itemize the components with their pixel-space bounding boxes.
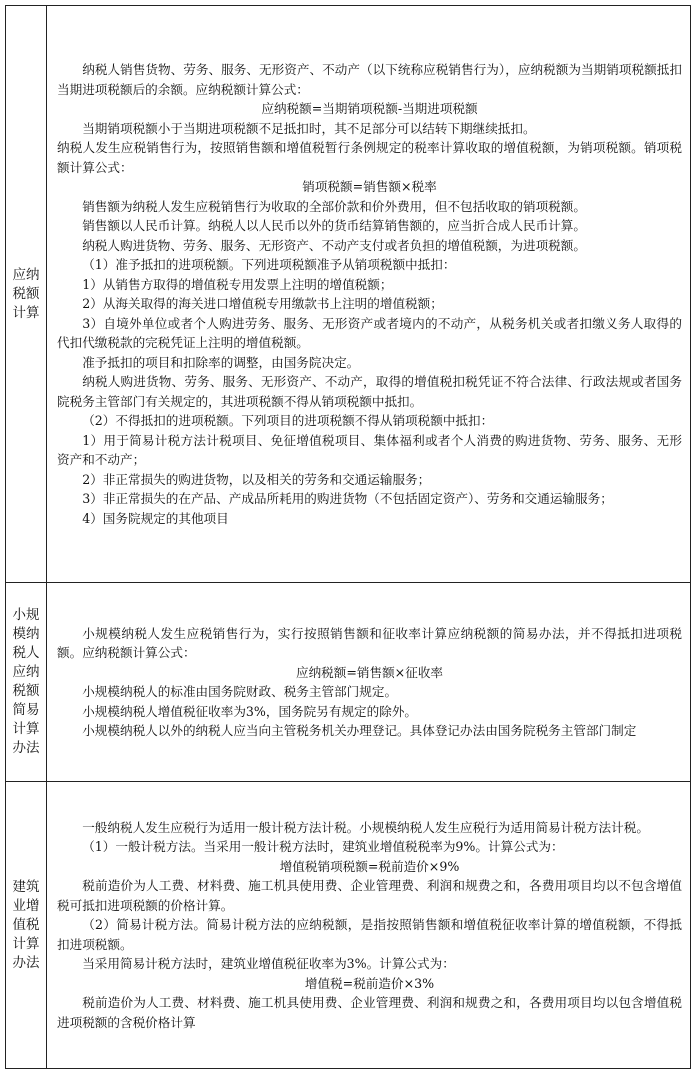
paragraph: （2）简易计税方法。简易计税方法的应纳税额，是指按照销售额和增值税征收率计算的增值税额，不得抵扣进项税额。 — [57, 917, 682, 952]
formula: 增值税销项税额=税前造价×9% — [279, 858, 460, 874]
paragraph: 2）从海关取得的海关进口增值税专用缴款书上注明的增值税额； — [82, 296, 443, 311]
paragraph: 纳税人购进货物、劳务、服务、无形资产、不动产，取得的增值税扣税凭证不符合法律、行政法规或者国务院税务主管部门有关规定的，其进项税额不得从销项税额中抵扣。 — [57, 374, 682, 409]
row-heading: 小规模纳税人应纳税额简易计算办法 — [12, 607, 40, 756]
formula: 增值税=税前造价×3% — [304, 975, 435, 991]
paragraph: 销售额以人民币计算。纳税人以人民币以外的货币结算销售额的，应当折合成人民币计算。 — [82, 218, 586, 233]
paragraph: 税前造价为人工费、材料费、施工机具使用费、企业管理费、利润和规费之和，各费用项目均以不包含增值税可抵扣进项税额的价格计算。 — [57, 878, 682, 913]
paragraph: 小规模纳税人以外的纳税人应当向主管税务机关办理登记。具体登记办法由国务院税务主管部门制定 — [82, 723, 637, 738]
paragraph: 小规模纳税人的标准由国务院财政、税务主管部门规定。 — [82, 684, 398, 699]
formula: 应纳税额=销售额×征收率 — [295, 664, 444, 680]
tax-rules-table — [5, 5, 691, 1069]
formula: 应纳税额=当期销项税额-当期进项税额 — [261, 101, 478, 116]
paragraph: 纳税人销售货物、劳务、服务、无形资产、不动产（以下统称应税销售行为），应纳税额为当期销项税额抵扣当期进项税额后的余额。应纳税额计算公式： — [57, 62, 682, 97]
formula: 销项税额=销售额×税率 — [302, 179, 437, 194]
paragraph: 3）自境外单位或者个人购进劳务、服务、无形资产或者境内的不动产，从税务机关或者扣缴义务人取得的代扣代缴税款的完税凭证上注明的增值税额。 — [57, 315, 682, 350]
row-content-cell — [47, 782, 691, 1069]
row-heading-cell — [6, 6, 47, 583]
row-heading-cell — [6, 782, 47, 1069]
paragraph: 4）国务院规定的其他项目 — [82, 510, 229, 526]
paragraph: 纳税人发生应税销售行为，按照销售额和增值税暂行条例规定的税率计算收取的增值税额，为销项税额。销项税额计算公式： — [57, 140, 682, 175]
paragraph: 一般纳税人发生应税行为适用一般计税方法计税。小规模纳税人发生应税行为适用简易计税方法计税。 — [82, 819, 649, 835]
row-heading-cell — [6, 583, 47, 782]
table-row — [6, 6, 691, 583]
paragraph: 3）非正常损失的在产品、产成品所耗用的购进货物（不包括固定资产）、劳务和交通运输服务； — [82, 491, 613, 506]
paragraph: 销售额为纳税人发生应税销售行为收取的全部价款和价外费用，但不包括收取的销项税额。 — [82, 198, 586, 214]
row-content-cell — [47, 583, 691, 782]
paragraph: 2）非正常损失的购进货物，以及相关的劳务和交通运输服务； — [82, 471, 431, 487]
paragraph: （1）准予抵扣的进项税额。下列进项税额准予从销项税额中抵扣： — [82, 257, 456, 272]
paragraph: 1）用于简易计税方法计税项目、免征增值税项目、集体福利或者个人消费的购进货物、劳务、服务、无形资产和不动产； — [57, 432, 682, 467]
row-heading: 应纳税额计算 — [12, 266, 40, 321]
paragraph: 准予抵扣的项目和扣除率的调整，由国务院决定。 — [82, 354, 360, 370]
paragraph: 当采用简易计税方法时，建筑业增值税征收率为3%。计算公式为： — [82, 956, 455, 972]
paragraph: 税前造价为人工费、材料费、施工机具使用费、企业管理费、利润和规费之和，各费用项目均以包含增值税进项税额的含税价格计算 — [57, 995, 682, 1030]
table-row — [6, 782, 691, 1069]
row-content-cell — [47, 6, 691, 583]
table-row — [6, 583, 691, 782]
paragraph: 当期销项税额小于当期进项税额不足抵扣时，其不足部分可以结转下期继续抵扣。 — [82, 120, 536, 136]
row-heading: 建筑业增值税计算办法 — [12, 878, 40, 971]
paragraph: 小规模纳税人发生应税销售行为，实行按照销售额和征收率计算应纳税额的简易办法，并不得抵扣进项税额。应纳税额计算公式： — [57, 625, 682, 660]
paragraph: 小规模纳税人增值税征收率为3%，国务院另有规定的除外。 — [82, 703, 418, 719]
paragraph: （1）一般计税方法。当采用一般计税方法时，建筑业增值税税率为9%。计算公式为： — [82, 839, 564, 855]
paragraph: （2）不得抵扣的进项税额。下列项目的进项税额不得从销项税额中抵扣： — [82, 413, 494, 428]
paragraph: 1）从销售方取得的增值税专用发票上注明的增值税额； — [82, 276, 393, 292]
paragraph: 纳税人购进货物、劳务、服务、无形资产、不动产支付或者负担的增值税额，为进项税额。 — [82, 237, 586, 253]
